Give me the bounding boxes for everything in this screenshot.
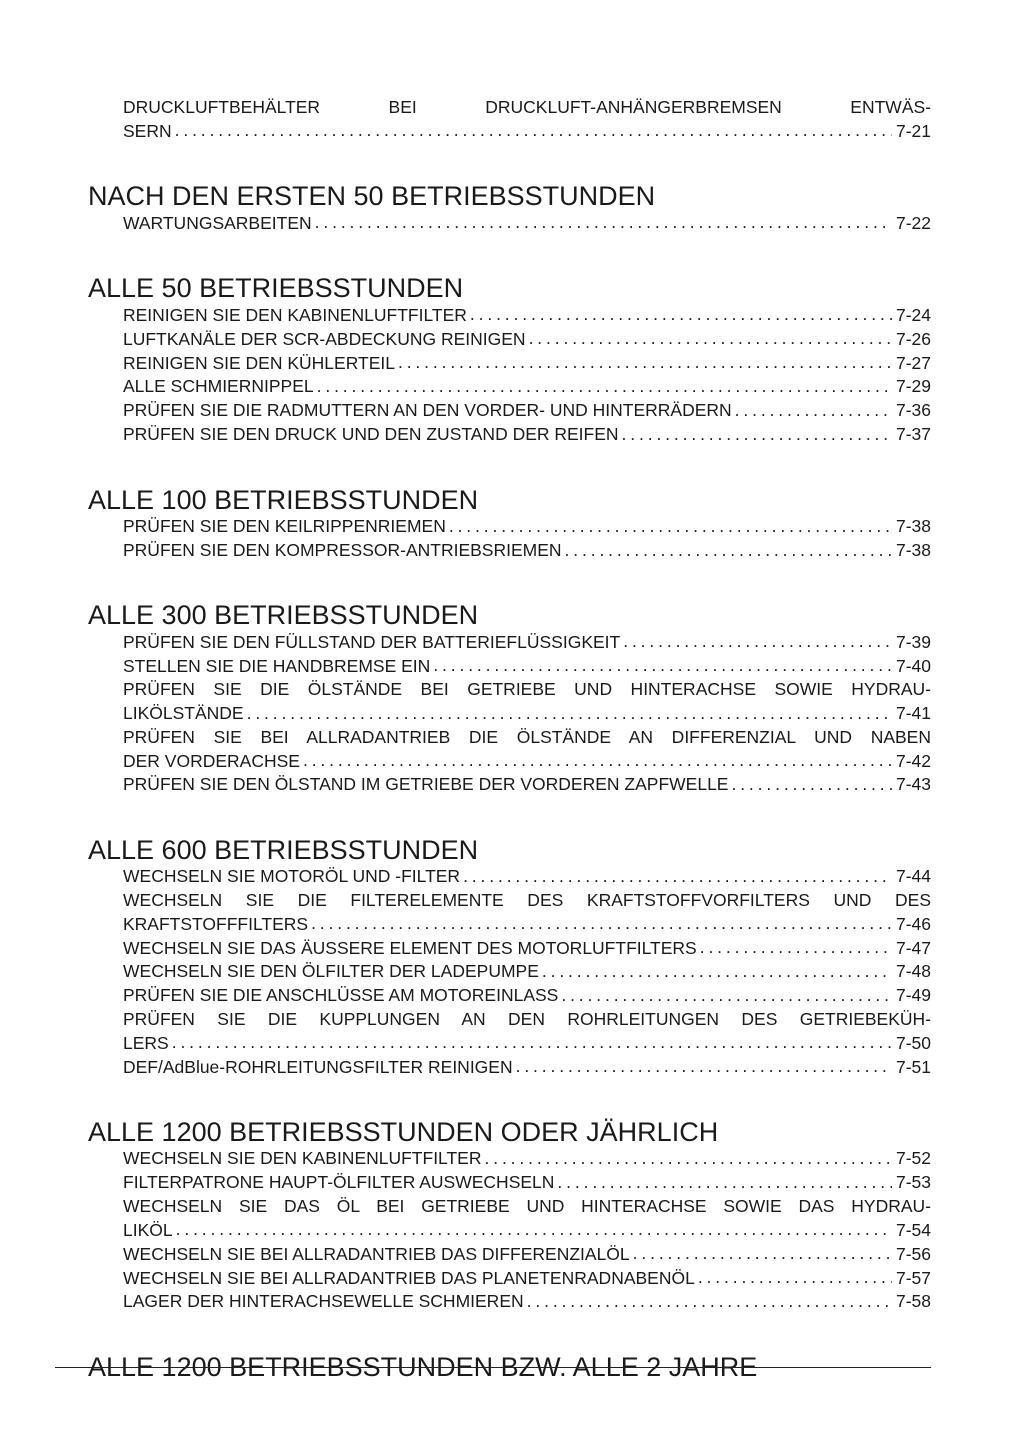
toc-entry-list xyxy=(123,1147,931,1314)
toc-entry-title: ALLE SCHMIERNIPPEL xyxy=(123,376,314,397)
toc-entry[interactable] xyxy=(123,936,931,960)
toc-entry-title: PRÜFEN SIE DEN ÖLSTAND IM GETRIEBE DER VORDEREN ZAPFWELLE xyxy=(123,774,729,795)
toc-entry-title: LAGER DER HINTERACHSEWELLE SCHMIEREN xyxy=(123,1291,524,1312)
toc-entry-title-line: PRÜFEN SIE BEI ALLRADANTRIEB DIE ÖLSTÄNDE AN DIFFERENZIAL UND NABEN xyxy=(123,726,931,747)
dot-leader xyxy=(247,702,892,720)
toc-entry-title: FILTERPATRONE HAUPT-ÖLFILTER AUSWECHSELN xyxy=(123,1172,555,1193)
dot-leader xyxy=(311,912,892,930)
toc-page-number: 7-44 xyxy=(895,866,931,887)
toc-entry-row xyxy=(123,865,931,889)
toc-page-number: 7-47 xyxy=(895,937,931,958)
toc-entry-row xyxy=(123,1055,931,1079)
toc-entry[interactable] xyxy=(123,211,931,235)
section-heading: NACH DEN ERSTEN 50 BETRIEBSSTUNDEN xyxy=(88,181,656,212)
toc-entry[interactable] xyxy=(123,1008,931,1055)
section-heading: ALLE 50 BETRIEBSSTUNDEN xyxy=(88,273,464,304)
toc-entry[interactable] xyxy=(123,327,931,351)
toc-page-number: 7-37 xyxy=(895,424,931,445)
toc-entry[interactable] xyxy=(123,630,931,654)
toc-entry-row xyxy=(123,423,931,447)
toc-page-number: 7-42 xyxy=(895,750,931,771)
toc-page-number: 7-40 xyxy=(895,655,931,676)
section-spacer xyxy=(88,562,931,600)
toc-entry-row xyxy=(123,119,931,143)
toc-page-number: 7-41 xyxy=(895,703,931,724)
toc-section xyxy=(88,447,931,563)
toc-entry-row xyxy=(123,399,931,423)
toc-page-number: 7-38 xyxy=(895,540,931,561)
dot-leader xyxy=(485,1147,892,1165)
toc-section xyxy=(88,1314,931,1382)
toc-entry-row xyxy=(123,773,931,797)
dot-leader xyxy=(449,515,892,533)
toc-entry-title: WECHSELN SIE BEI ALLRADANTRIEB DAS DIFFERENZIALÖL xyxy=(123,1243,630,1264)
toc-entry-title: WECHSELN SIE DAS ÄUSSERE ELEMENT DES MOTORLUFTFILTERS xyxy=(123,937,697,958)
toc-entry-title-line: PRÜFEN SIE DIE ÖLSTÄNDE BEI GETRIEBE UND HINTERACHSE SOWIE HYDRAU- xyxy=(123,679,931,700)
section-heading: ALLE 1200 BETRIEBSSTUNDEN BZW. ALLE 2 JAHRE xyxy=(88,1351,758,1382)
toc-entry-title-line: DRUCKLUFTBEHÄLTER BEI DRUCKLUFT-ANHÄNGERBREMSEN ENTWÄS- xyxy=(123,97,931,117)
toc-page-number: 7-39 xyxy=(895,631,931,652)
toc-entry[interactable] xyxy=(123,1171,931,1195)
dot-leader xyxy=(700,936,892,954)
toc-page-number: 7-29 xyxy=(895,376,931,397)
section-spacer xyxy=(88,143,931,181)
toc-entry-row xyxy=(123,1290,931,1314)
dot-leader xyxy=(175,119,892,137)
toc-entry-title: WECHSELN SIE BEI ALLRADANTRIEB DAS PLANETENRADNABENÖL xyxy=(123,1267,695,1288)
toc-page-number: 7-38 xyxy=(895,516,931,537)
toc-entry-title: WARTUNGSARBEITEN xyxy=(123,212,312,233)
toc-page-number: 7-21 xyxy=(895,120,931,141)
toc-page-number: 7-58 xyxy=(895,1291,931,1312)
toc-section xyxy=(88,1079,931,1314)
dot-leader xyxy=(527,1290,892,1308)
section-heading: ALLE 600 BETRIEBSSTUNDEN xyxy=(88,834,479,865)
toc-page-number: 7-51 xyxy=(895,1056,931,1077)
toc-entry-list xyxy=(123,865,931,1079)
dot-leader xyxy=(172,1031,892,1049)
toc-entry-row xyxy=(123,351,931,375)
toc-entry-row xyxy=(123,912,931,936)
dot-leader xyxy=(623,630,892,648)
toc-entry[interactable] xyxy=(123,423,931,447)
section-spacer xyxy=(88,235,931,273)
toc-entry[interactable] xyxy=(123,889,931,936)
toc-entry-row xyxy=(123,539,931,563)
toc-page-number: 7-24 xyxy=(895,304,931,325)
toc-entry-row xyxy=(123,1218,931,1242)
section-heading: ALLE 100 BETRIEBSSTUNDEN xyxy=(88,484,479,515)
toc-page-number: 7-36 xyxy=(895,400,931,421)
section-spacer xyxy=(88,797,931,835)
toc-page-number: 7-56 xyxy=(895,1243,931,1264)
toc-entry-title: LUFTKANÄLE DER SCR-ABDECKUNG REINIGEN xyxy=(123,328,526,349)
toc-entry-title-line: WECHSELN SIE DIE FILTERELEMENTE DES KRAFTSTOFFVORFILTERS UND DES xyxy=(123,889,931,910)
toc-entry[interactable] xyxy=(123,1242,931,1266)
section-heading: ALLE 1200 BETRIEBSSTUNDEN ODER JÄHRLICH xyxy=(88,1116,719,1147)
toc-entry[interactable] xyxy=(123,1266,931,1290)
toc-entry-title: PRÜFEN SIE DEN FÜLLSTAND DER BATTERIEFLÜSSIGKEIT xyxy=(123,631,621,652)
toc-entry-title-line: WECHSELN SIE DAS ÖL BEI GETRIEBE UND HINTERACHSE SOWIE DAS HYDRAU- xyxy=(123,1195,931,1216)
toc-entry-row xyxy=(123,1147,931,1171)
toc-entry-list xyxy=(123,515,931,563)
toc-entry-title: LERS xyxy=(123,1032,169,1053)
toc-page-number: 7-48 xyxy=(895,961,931,982)
toc-entry-title: STELLEN SIE DIE HANDBREMSE EIN xyxy=(123,655,431,676)
dot-leader xyxy=(565,539,892,557)
toc-entry[interactable] xyxy=(123,515,931,539)
toc-section xyxy=(88,797,931,1079)
toc-entry[interactable] xyxy=(123,678,931,725)
toc-entry[interactable] xyxy=(123,399,931,423)
toc-page-number: 7-54 xyxy=(895,1219,931,1240)
dot-leader xyxy=(516,1055,892,1073)
toc-entry-title: LIKÖL xyxy=(123,1219,173,1240)
toc-entry-row xyxy=(123,960,931,984)
toc-entry-row xyxy=(123,1266,931,1290)
toc-entry-title: PRÜFEN SIE DEN KOMPRESSOR-ANTRIEBSRIEMEN xyxy=(123,540,562,561)
dot-leader xyxy=(463,865,892,883)
toc-entry-list xyxy=(123,303,931,446)
toc-entry-list xyxy=(123,96,931,143)
toc-section xyxy=(88,562,931,796)
toc-entry-title: REINIGEN SIE DEN KÜHLERTEIL xyxy=(123,352,395,373)
dot-leader xyxy=(315,211,892,229)
toc-entry[interactable] xyxy=(123,960,931,984)
toc-entry[interactable] xyxy=(123,1195,931,1242)
toc-page-number: 7-22 xyxy=(895,212,931,233)
toc-entry-title: WECHSELN SIE DEN ÖLFILTER DER LADEPUMPE xyxy=(123,961,539,982)
toc-page-number: 7-27 xyxy=(895,352,931,373)
toc-entry-title: REINIGEN SIE DEN KABINENLUFTFILTER xyxy=(123,304,467,325)
toc-entry[interactable] xyxy=(123,1055,931,1079)
table-of-contents xyxy=(88,96,931,1382)
toc-section xyxy=(88,96,931,143)
toc-entry-list xyxy=(123,630,931,796)
dot-leader xyxy=(633,1242,892,1260)
toc-entry-title: WECHSELN SIE DEN KABINENLUFTFILTER xyxy=(123,1148,482,1169)
toc-entry[interactable] xyxy=(123,96,931,143)
toc-entry-row xyxy=(123,702,931,726)
toc-entry[interactable] xyxy=(123,865,931,889)
toc-entry[interactable] xyxy=(123,303,931,327)
section-spacer xyxy=(88,447,931,485)
toc-entry[interactable] xyxy=(123,773,931,797)
dot-leader xyxy=(698,1266,892,1284)
toc-page-number: 7-57 xyxy=(895,1267,931,1288)
toc-entry[interactable] xyxy=(123,984,931,1008)
toc-entry-row xyxy=(123,211,931,235)
section-spacer xyxy=(88,1079,931,1117)
toc-entry-row xyxy=(123,1171,931,1195)
toc-page-number: 7-43 xyxy=(895,774,931,795)
section-spacer xyxy=(88,1314,931,1352)
toc-entry-title: DER VORDERACHSE xyxy=(123,750,300,771)
dot-leader xyxy=(176,1218,892,1236)
dot-leader xyxy=(470,303,892,321)
footer-divider xyxy=(55,1367,931,1368)
toc-page-number: 7-50 xyxy=(895,1032,931,1053)
toc-entry-title: LIKÖLSTÄNDE xyxy=(123,703,244,724)
dot-leader xyxy=(735,399,892,417)
toc-entry-row xyxy=(123,375,931,399)
toc-entry[interactable] xyxy=(123,726,931,773)
toc-entry-title: PRÜFEN SIE DIE RADMUTTERN AN DEN VORDER- UND HINTERRÄDERN xyxy=(123,400,732,421)
toc-page-number: 7-52 xyxy=(895,1148,931,1169)
dot-leader xyxy=(561,984,892,1002)
dot-leader xyxy=(529,327,892,345)
dot-leader xyxy=(303,749,892,767)
toc-entry-row xyxy=(123,984,931,1008)
toc-entry-row xyxy=(123,327,931,351)
dot-leader xyxy=(398,351,892,369)
toc-entry-row xyxy=(123,1242,931,1266)
toc-entry[interactable] xyxy=(123,351,931,375)
toc-page-number: 7-46 xyxy=(895,913,931,934)
toc-entry[interactable] xyxy=(123,1290,931,1314)
dot-leader xyxy=(317,375,892,393)
toc-entry-row xyxy=(123,749,931,773)
toc-page-number: 7-49 xyxy=(895,985,931,1006)
toc-entry-list xyxy=(123,211,931,235)
toc-entry-title: PRÜFEN SIE DEN DRUCK UND DEN ZUSTAND DER REIFEN xyxy=(123,424,619,445)
dot-leader xyxy=(557,1171,892,1189)
toc-entry-title-line: PRÜFEN SIE DIE KUPPLUNGEN AN DEN ROHRLEITUNGEN DES GETRIEBEKÜH- xyxy=(123,1008,931,1029)
toc-entry-row xyxy=(123,303,931,327)
toc-entry-title: KRAFTSTOFFFILTERS xyxy=(123,913,309,934)
toc-entry-row xyxy=(123,1031,931,1055)
toc-section xyxy=(88,235,931,446)
toc-entry-row xyxy=(123,654,931,678)
toc-entry-row xyxy=(123,936,931,960)
toc-entry[interactable] xyxy=(123,1147,931,1171)
section-heading: ALLE 300 BETRIEBSSTUNDEN xyxy=(88,600,479,631)
dot-leader xyxy=(622,423,892,441)
toc-entry-row xyxy=(123,630,931,654)
dot-leader xyxy=(542,960,892,978)
toc-entry-title: SERN xyxy=(123,120,172,141)
toc-entry-title: PRÜFEN SIE DEN KEILRIPPENRIEMEN xyxy=(123,516,446,537)
toc-entry-row xyxy=(123,515,931,539)
toc-entry[interactable] xyxy=(123,375,931,399)
toc-entry[interactable] xyxy=(123,539,931,563)
toc-entry[interactable] xyxy=(123,654,931,678)
toc-page-number: 7-53 xyxy=(895,1172,931,1193)
toc-section xyxy=(88,143,931,235)
dot-leader xyxy=(433,654,892,672)
toc-entry-title: DEF/AdBlue-ROHRLEITUNGSFILTER REINIGEN xyxy=(123,1056,513,1077)
dot-leader xyxy=(731,773,892,791)
toc-entry-title: WECHSELN SIE MOTORÖL UND -FILTER xyxy=(123,866,461,887)
toc-page-number: 7-26 xyxy=(895,328,931,349)
toc-entry-title: PRÜFEN SIE DIE ANSCHLÜSSE AM MOTOREINLASS xyxy=(123,985,559,1006)
